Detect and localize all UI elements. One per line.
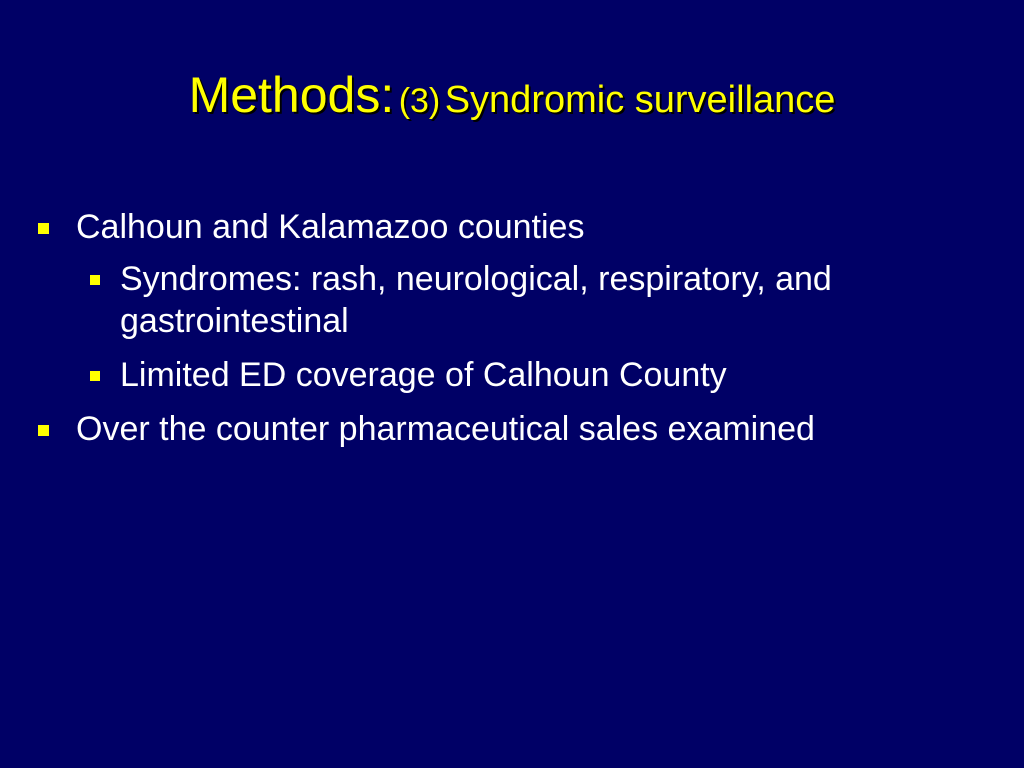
sub-bullet-item [38,354,998,396]
slide-title [0,67,1024,123]
square-bullet-icon [38,425,49,436]
sub-bullet-text: Limited ED coverage of Calhoun County [120,356,727,394]
title-main: Methods: [188,67,395,123]
square-bullet-icon [90,275,100,285]
bullet-text: Calhoun and Kalamazoo counties [76,208,585,246]
bullet-text: Over the counter pharmaceutical sales examined [76,410,815,448]
title-subtitle: Syndromic surveillance [444,79,836,121]
square-bullet-icon [38,223,49,234]
sub-bullet-item [38,258,998,342]
bullet-item [38,206,998,248]
bullet-item [38,408,998,450]
title-number: (3) [398,82,441,120]
square-bullet-icon [90,371,100,381]
bullet-list [38,206,998,460]
sub-bullet-text: Syndromes: rash, neurological, respiratory, and gastrointestinal [120,260,832,340]
